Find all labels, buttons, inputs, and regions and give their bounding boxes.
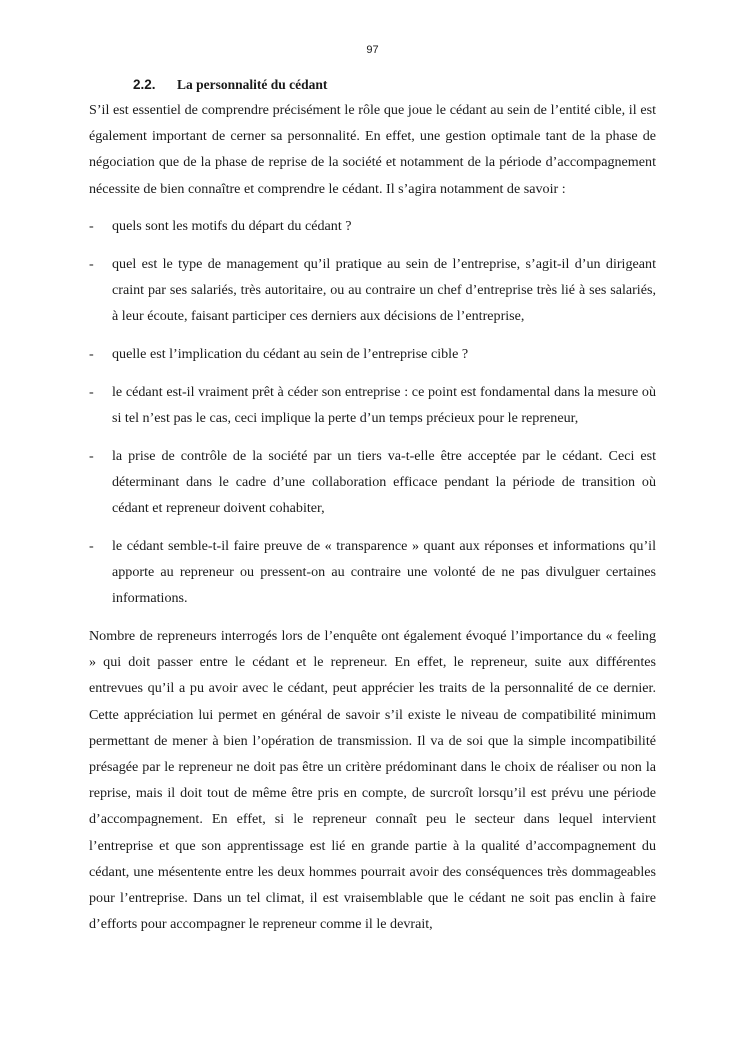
- list-item: - le cédant est-il vraiment prêt à céder son entreprise : ce point est fondamental dans la mesure où si tel n’est pas le cas, ceci implique la perte d’un temps précieux pour le repreneur,: [89, 379, 656, 431]
- section-number: 2.2.: [133, 77, 156, 92]
- closing-paragraph: Nombre de repreneurs interrogés lors de l’enquête ont également évoqué l’importance du « feeling » qui doit passer entre le cédant et le repreneur. En effet, le repreneur, suite aux différentes entrevues qu’il a pu avoir avec le cédant, peut apprécier les traits de la personnalité de ce dernier. Cette appréciation lui permet en général de savoir s’il existe le niveau de compatibilité minimum permettant de mener à bien l’opération de transmission. Il va de soi que la simple incompatibilité présagée par le repreneur ne doit pas être un critère prédominant dans le choix de réaliser ou non la reprise, mais il doit tout de même être pris en compte, de surcroît lorsqu’il est prévu une période d’accompagnement. En effet, si le repreneur connaît peu le secteur dans lequel intervient l’entreprise et que son apprentissage est lié en grande partie à la qualité d’accompagnement du cédant, une mésentente entre les deux hommes pourrait avoir des conséquences très dommageables pour l’entreprise. Dans un tel climat, il est vraisemblable que le cédant ne soit pas enclin à faire d’efforts pour accompagner le repreneur comme il le devrait,: [89, 627, 656, 933]
- document-body: [89, 75, 656, 937]
- list-item: - quel est le type de management qu’il pratique au sein de l’entreprise, s’agit-il d’un dirigeant craint par ses salariés, très autoritaire, ou au contraire un chef d’entreprise très lié à ses salariés, à leur écoute, faisant participer ces derniers aux décisions de l’entreprise,: [89, 251, 656, 330]
- list-item: - quelle est l’implication du cédant au sein de l’entreprise cible ?: [89, 341, 656, 367]
- list-item: - le cédant semble-t-il faire preuve de « transparence » quant aux réponses et informations qu’il apporte au repreneur ou pressent-on au contraire une volonté de ne pas divulguer certaines informations.: [89, 533, 656, 612]
- list-item: - quels sont les motifs du départ du cédant ?: [89, 213, 656, 239]
- section-title: La personnalité du cédant: [177, 77, 328, 92]
- question-list: [89, 213, 656, 611]
- page-number: 97: [366, 44, 379, 56]
- intro-paragraph: S’il est essentiel de comprendre précisément le rôle que joue le cédant au sein de l’entité cible, il est également important de cerner sa personnalité. En effet, une gestion optimale tant de la phase de négociation que de la phase de reprise de la société et notamment de la période d’accompagnement nécessite de bien connaître et comprendre le cédant. Il s’agira notamment de savoir :: [89, 102, 656, 197]
- list-item: - la prise de contrôle de la société par un tiers va-t-elle être acceptée par le cédant. Ceci est déterminant dans le cadre d’une collaboration efficace pendant la période de transition où cédant et repreneur doivent cohabiter,: [89, 443, 656, 522]
- section-heading: [133, 75, 656, 97]
